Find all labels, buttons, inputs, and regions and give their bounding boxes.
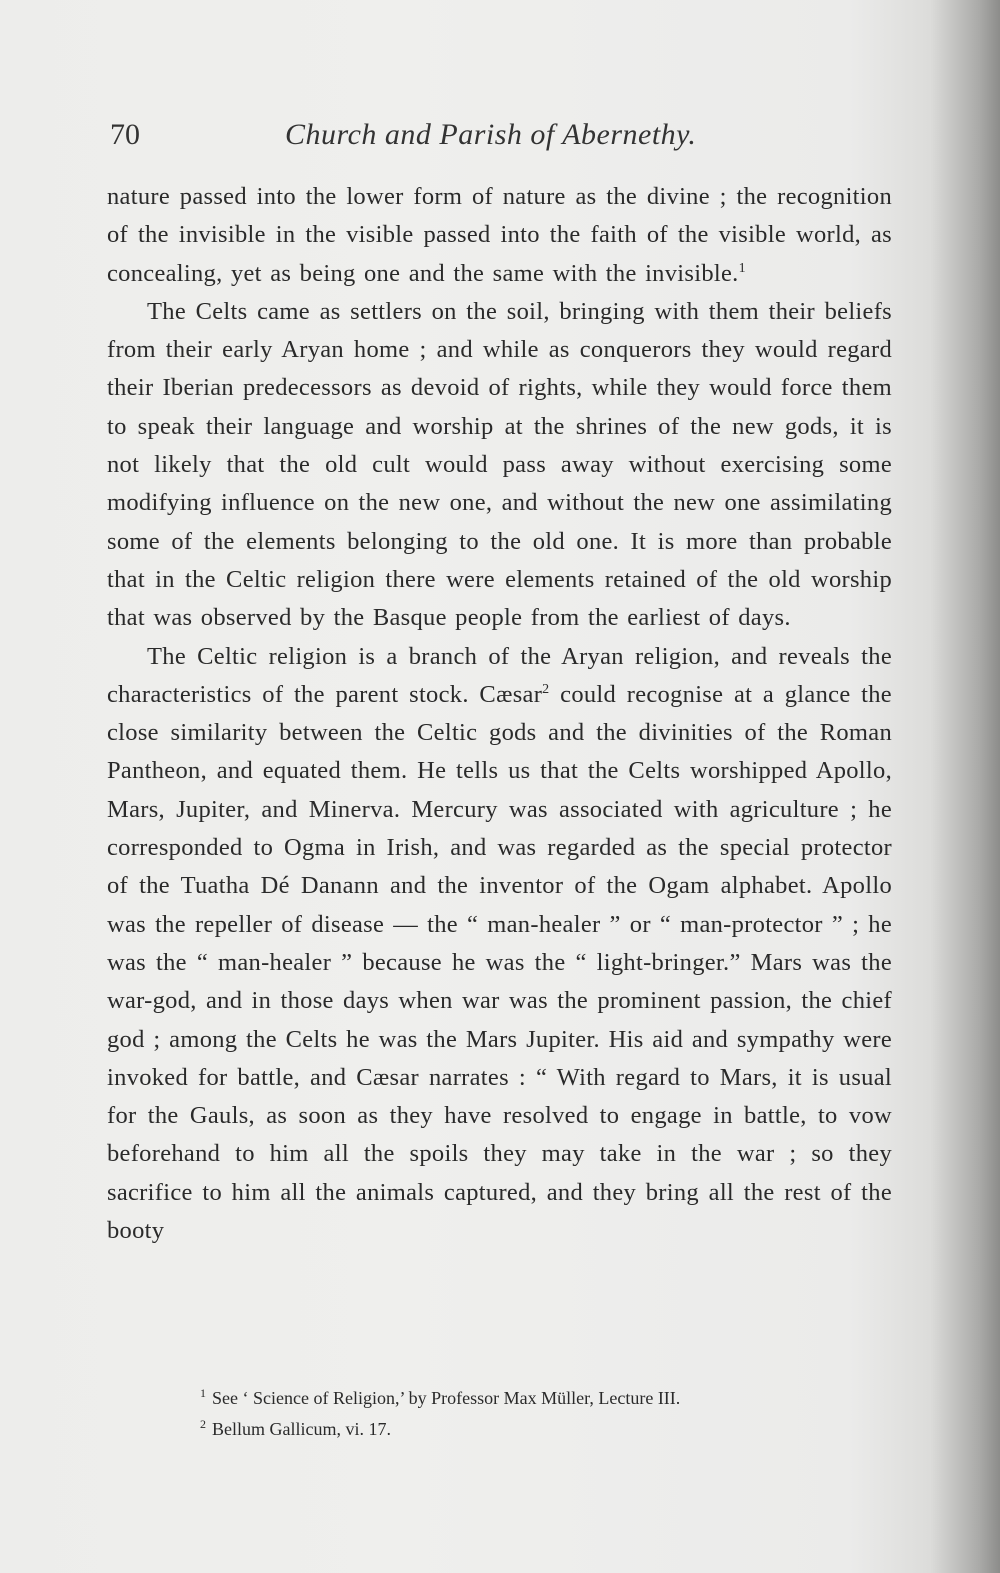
paragraph-2 [107, 293, 892, 638]
footnotes [200, 1380, 820, 1442]
paragraph-text: could recognise at a glance the close similarity between the Celtic gods and the divinities of the Roman Pantheon, and equated them. He tells us that the Celts worshipped Apollo, Mars, Jupiter, and Minerva. Mercury was associated with agriculture ; he corresponded to Ogma in Irish, and was regarded as the special protector of the Tuatha Dé Danann and the inventor of the Ogam alphabet. Apollo was the repeller of disease — the “ man-healer ” or “ man-protector ” ; he was the “ man-healer ” because he was the “ light-bringer.” Mars was the war-god, and in those days when war was the prominent passion, the chief god ; among the Celts he was the Mars Jupiter. His aid and sympathy were invoked for battle, and Cæsar narrates : “ With regard to Mars, it is usual for the Gauls, as soon as they have resolved to engage in battle, to vow beforehand to him all the spoils they may take in the war ; so they sacrifice to him all the animals captured, and they bring all the rest of the booty [107, 680, 892, 1245]
footnote-text: Bellum Gallicum, vi. 17. [212, 1419, 391, 1439]
paragraph-text: nature passed into the lower form of nature as the divine ; the recognition of the invisible in the visible passed into the faith of the visible world, as concealing, yet as being one and the same with the invisible. [107, 183, 892, 287]
footnote-reference: 1 [738, 260, 746, 276]
paragraph-3 [107, 638, 892, 1251]
footnote-reference: 2 [542, 681, 550, 697]
footnote-mark: 2 [200, 1417, 206, 1431]
page-number: 70 [110, 118, 140, 151]
footnote-1 [200, 1380, 820, 1411]
page-header [110, 112, 890, 162]
body-text [107, 178, 892, 1250]
paragraph-1 [107, 178, 892, 293]
paragraph-text: The Celts came as settlers on the soil, bringing with them their beliefs from their early Aryan home ; and while as conquerors they would regard their Iberian predecessors as devoid of rights, while they would force them to speak their language and worship at the shrines of the new gods, it is not likely that the old cult would pass away without exercising some modifying influence on the new one, and without the new one assimilating some of the elements belonging to the old one. It is more than probable that in the Celtic religion there were elements retained of the old worship that was observed by the Basque people from the earliest of days. [107, 297, 892, 632]
footnote-2 [200, 1411, 820, 1442]
footnote-mark: 1 [200, 1386, 206, 1400]
running-title: Church and Parish of Abernethy. [285, 118, 697, 151]
footnote-text: See ‘ Science of Religion,’ by Professor Max Müller, Lecture III. [212, 1388, 681, 1408]
paragraph-text: The Celtic religion is a branch of the Aryan religion, and reveals the characteristics of the parent stock. Cæsar [107, 642, 892, 708]
